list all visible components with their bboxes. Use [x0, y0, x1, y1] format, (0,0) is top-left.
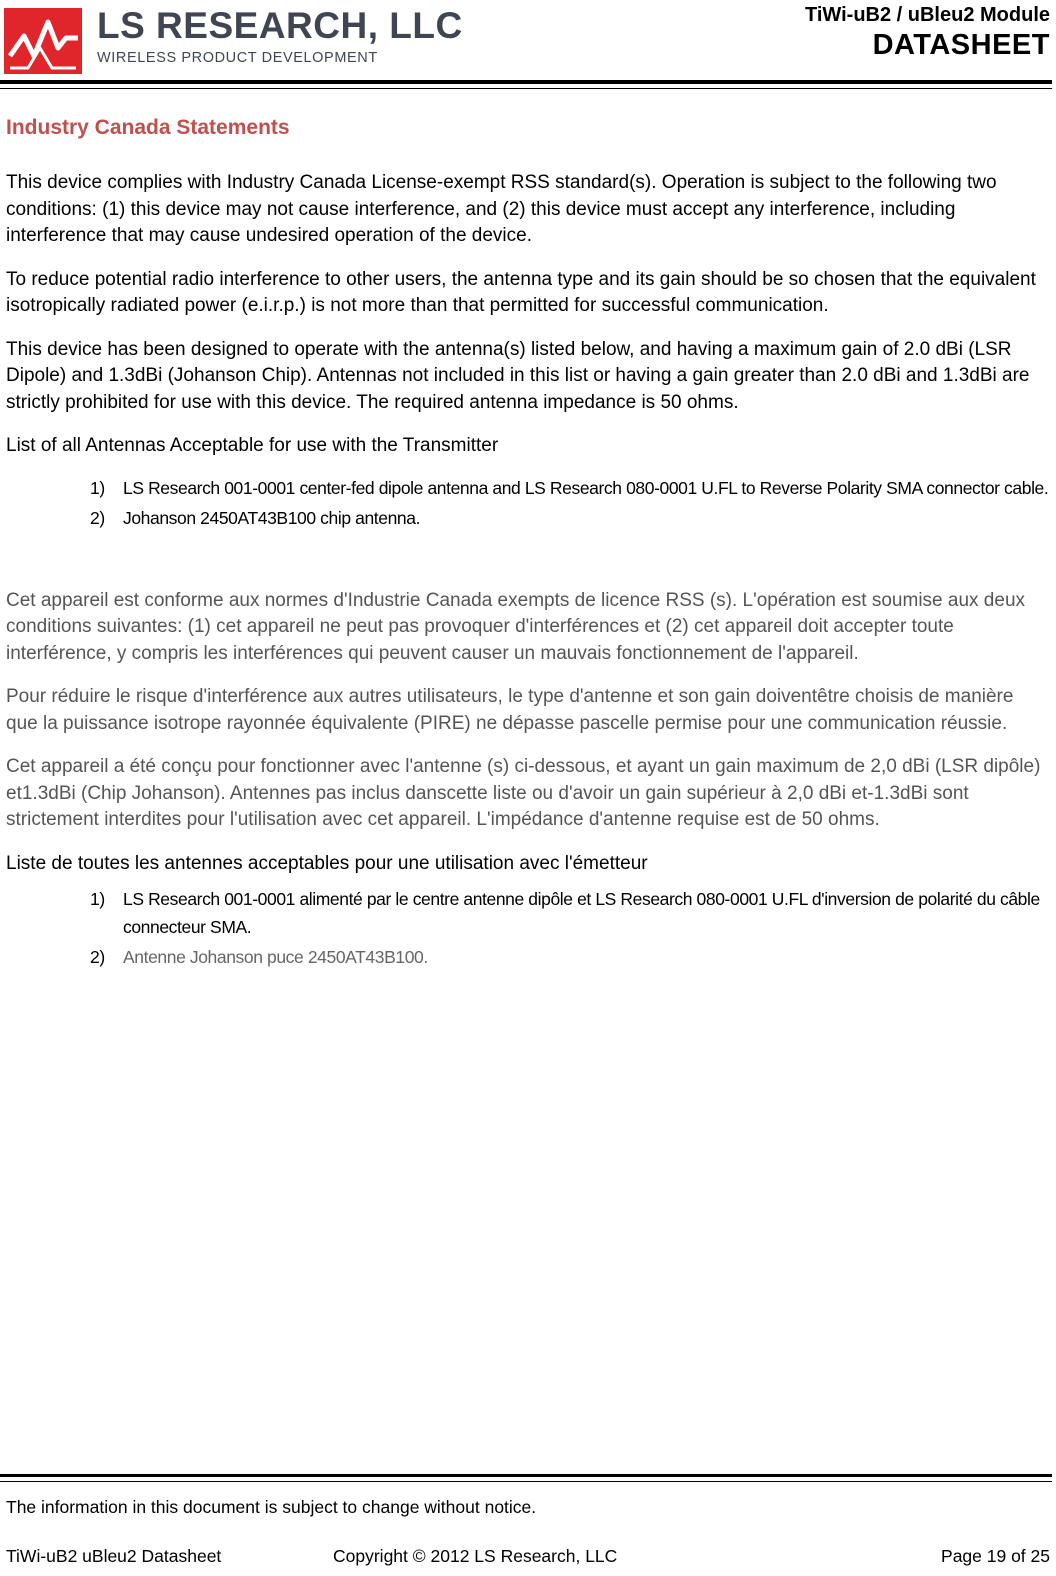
- footer-rule-thin: [0, 1481, 1052, 1482]
- english-paragraph-3: This device has been designed to operate with the antenna(s) listed below, and having a maximum gain of 2.0 dBi (LSR Dipole) and 1.3dBi (Johanson Chip). Antennas not included in this list or having a gain greater than 2.0 dBi and 1.3dBi are strictly prohibited for use with this device. The required antenna impedance is 50 ohms.: [6, 338, 1030, 413]
- list-item-text: LS Research 001-0001 center-fed dipole antenna and LS Research 080-0001 U.FL to Reverse Polarity SMA connector cable.: [123, 477, 1049, 498]
- list-item: [6, 474, 1050, 502]
- list-item: [6, 943, 1050, 971]
- french-paragraph-3: Cet appareil a été conçu pour fonctionner avec l'antenne (s) ci-dessous, et ayant un gain maximum de 2,0 dBi (LSR dipôle) et1.3dBi (Chip Johanson). Antennes pas inclus danscette liste ou d'avoir un gain supérieur à 2,0 dBi et-1.3dBi sont strictement interdites pour l'utilisation avec cet appareil. L'impédance d'antenne requise est de 50 ohms.: [6, 756, 1041, 830]
- page-header: [0, 0, 1056, 90]
- module-name: TiWi-uB2 / uBleu2 Module: [804, 4, 1050, 26]
- list-item-number: 2): [90, 947, 105, 967]
- list-item-text: LS Research 001-0001 alimenté par le centre antenne dipôle et LS Research 080-0001 U.FL d'inversion de polarité du câble connecteur SMA.: [123, 889, 1040, 937]
- list-item: [6, 885, 1050, 941]
- company-logo-text: [97, 6, 463, 67]
- footer-notice: The information in this document is subject to change without notice.: [6, 1497, 537, 1517]
- document-type: DATASHEET: [872, 29, 1050, 61]
- english-paragraph-2: To reduce potential radio interference to other users, the antenna type and its gain should be so chosen that the equivalent isotropically radiated power (e.i.r.p.) is not more than that permitted for successful communication.: [6, 268, 1036, 316]
- company-logo-mark: [4, 8, 82, 74]
- company-tagline: WIRELESS PRODUCT DEVELOPMENT: [97, 50, 378, 66]
- french-paragraph-1: Cet appareil est conforme aux normes d'Industrie Canada exempts de licence RSS (s). L'opération est soumise aux deux conditions suivantes: (1) cet appareil ne peut pas provoquer d'interférences et (2) cet appareil doit accepter toute interférence, y compris les interférences qui peuvent causer un mauvais fonctionnement de l'appareil.: [6, 589, 1026, 664]
- section-title: Industry Canada Statements: [6, 116, 290, 139]
- english-paragraph-1: This device complies with Industry Canada License-exempt RSS standard(s). Operation is subject to the following two conditions: (1) this device may not cause interference, and (2) this device must accept any interference, including interference that may cause undesired operation of the device.: [6, 172, 997, 246]
- list-item-number: 1): [90, 889, 105, 909]
- document-identifier: [805, 2, 1050, 62]
- french-list-heading: Liste de toutes les antennes acceptables pour une utilisation avec l'émetteur: [6, 852, 648, 874]
- header-rule: [0, 80, 1052, 84]
- english-antenna-list: [6, 474, 1050, 532]
- english-list-heading: List of all Antennas Acceptable for use with the Transmitter: [6, 435, 499, 456]
- company-name: LS RESEARCH, LLC: [97, 5, 463, 46]
- footer-copyright: Copyright © 2012 LS Research, LLC: [333, 1546, 618, 1566]
- ls-research-logo-icon: [4, 8, 82, 74]
- list-item-text: Antenne Johanson puce 2450AT43B100.: [123, 947, 428, 967]
- header-rule-thin: [0, 88, 1052, 89]
- page-content: [6, 114, 1050, 971]
- list-item-number: 1): [90, 477, 105, 498]
- list-item: [6, 504, 1050, 532]
- list-item-number: 2): [90, 507, 105, 528]
- list-item-text: Johanson 2450AT43B100 chip antenna.: [123, 507, 421, 528]
- french-antenna-list: [6, 885, 1050, 971]
- french-paragraph-2: Pour réduire le risque d'interférence aux autres utilisateurs, le type d'antenne et son gain doiventêtre choisis de manière que la puissance isotrope rayonnée équivalente (PIRE) ne dépasse pascelle permise pour une communication réussie.: [6, 686, 1014, 734]
- footer-rule: [0, 1474, 1052, 1477]
- footer-document-name: TiWi-uB2 uBleu2 Datasheet: [6, 1546, 222, 1566]
- footer-page-number: Page 19 of 25: [941, 1546, 1050, 1566]
